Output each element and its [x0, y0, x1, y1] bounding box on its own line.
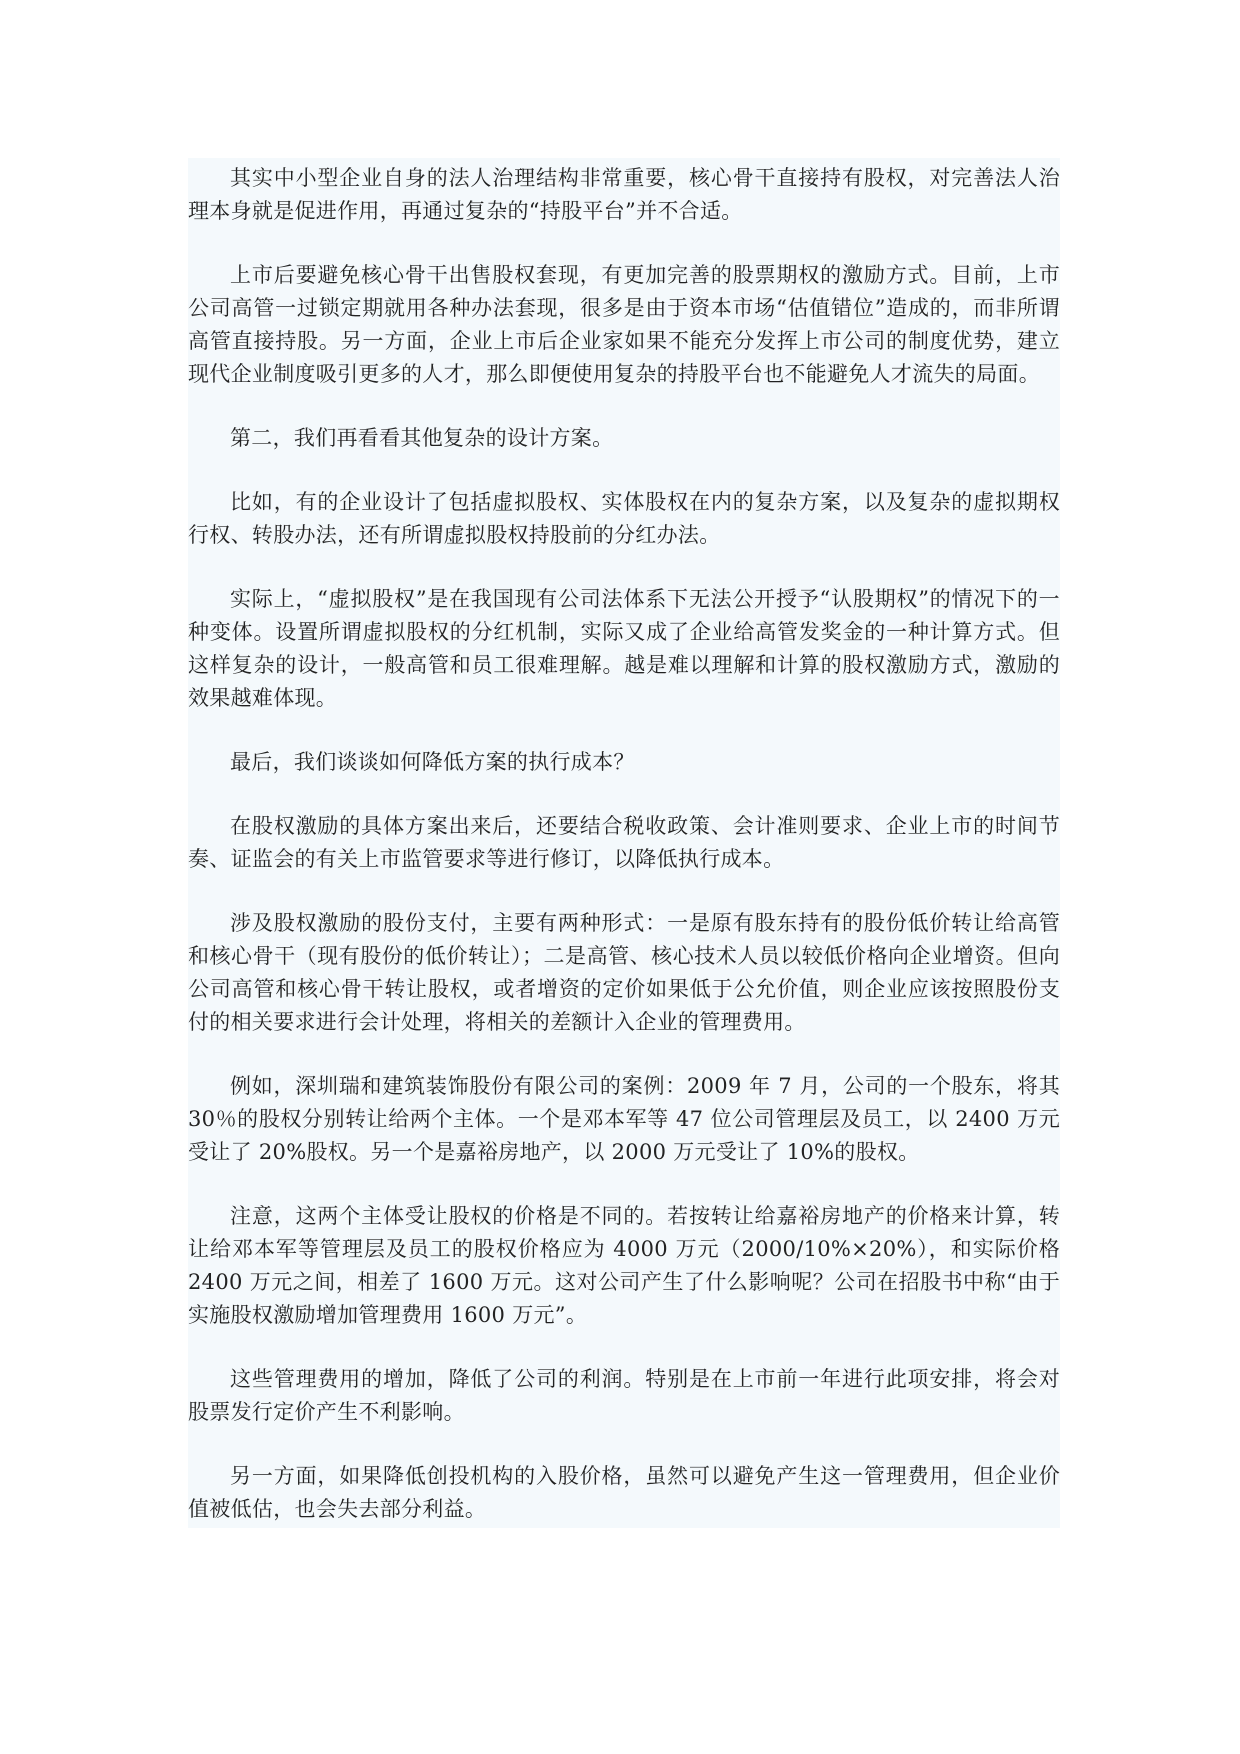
paragraph: 例如，深圳瑞和建筑装饰股份有限公司的案例：2009 年 7 月，公司的一个股东，将其 30％的股权分别转让给两个主体。一个是邓本军等 47 位公司管理层及员工，以 2400 万元受让了 20%股权。另一个是嘉裕房地产，以 2000 万元受让了 10%的股权。 [188, 1074, 1060, 1164]
paragraph: 涉及股权激励的股份支付，主要有两种形式：一是原有股东持有的股份低价转让给高管和核心骨干（现有股份的低价转让）；二是高管、核心技术人员以较低价格向企业增资。但向公司高管和核心骨干转让股权，或者增资的定价如果低于公允价值，则企业应该按照股份支付的相关要求进行会计处理，将相关的差额计入企业的管理费用。 [188, 911, 1060, 1034]
paragraph: 上市后要避免核心骨干出售股权套现，有更加完善的股票期权的激励方式。目前，上市公司高管一过锁定期就用各种办法套现，很多是由于资本市场“估值错位”造成的，而非所谓高管直接持股。另一方面，企业上市后企业家如果不能充分发挥上市公司的制度优势，建立现代企业制度吸引更多的人才，那么即便使用复杂的持股平台也不能避免人才流失的局面。 [188, 263, 1060, 386]
article-body [188, 158, 1060, 1528]
paragraph: 第二，我们再看看其他复杂的设计方案。 [230, 426, 614, 450]
paragraph: 注意，这两个主体受让股权的价格是不同的。若按转让给嘉裕房地产的价格来计算，转让给邓本军等管理层及员工的股权价格应为 4000 万元（2000/10%×20%），和实际价格 2400 万元之间，相差了 1600 万元。这对公司产生了什么影响呢？公司在招股书中称“由于实施股权激励增加管理费用 1600 万元”。 [188, 1204, 1060, 1327]
paragraph: 在股权激励的具体方案出来后，还要结合税收政策、会计准则要求、企业上市的时间节奏、证监会的有关上市监管要求等进行修订，以降低执行成本。 [188, 814, 1060, 871]
paragraph: 实际上，“虚拟股权”是在我国现有公司法体系下无法公开授予“认股期权”的情况下的一种变体。设置所谓虚拟股权的分红机制，实际又成了企业给高管发奖金的一种计算方式。但这样复杂的设计，一般高管和员工很难理解。越是难以理解和计算的股权激励方式，激励的效果越难体现。 [188, 587, 1060, 710]
paragraph: 这些管理费用的增加，降低了公司的利润。特别是在上市前一年进行此项安排，将会对股票发行定价产生不利影响。 [188, 1367, 1060, 1424]
paragraph: 其实中小型企业自身的法人治理结构非常重要，核心骨干直接持有股权，对完善法人治理本身就是促进作用，再通过复杂的“持股平台”并不合适。 [188, 166, 1060, 223]
paragraph: 比如，有的企业设计了包括虚拟股权、实体股权在内的复杂方案，以及复杂的虚拟期权行权、转股办法，还有所谓虚拟股权持股前的分红办法。 [188, 490, 1060, 547]
paragraph: 另一方面，如果降低创投机构的入股价格，虽然可以避免产生这一管理费用，但企业价值被低估，也会失去部分利益。 [188, 1464, 1060, 1521]
paragraph: 最后，我们谈谈如何降低方案的执行成本？ [230, 750, 635, 774]
